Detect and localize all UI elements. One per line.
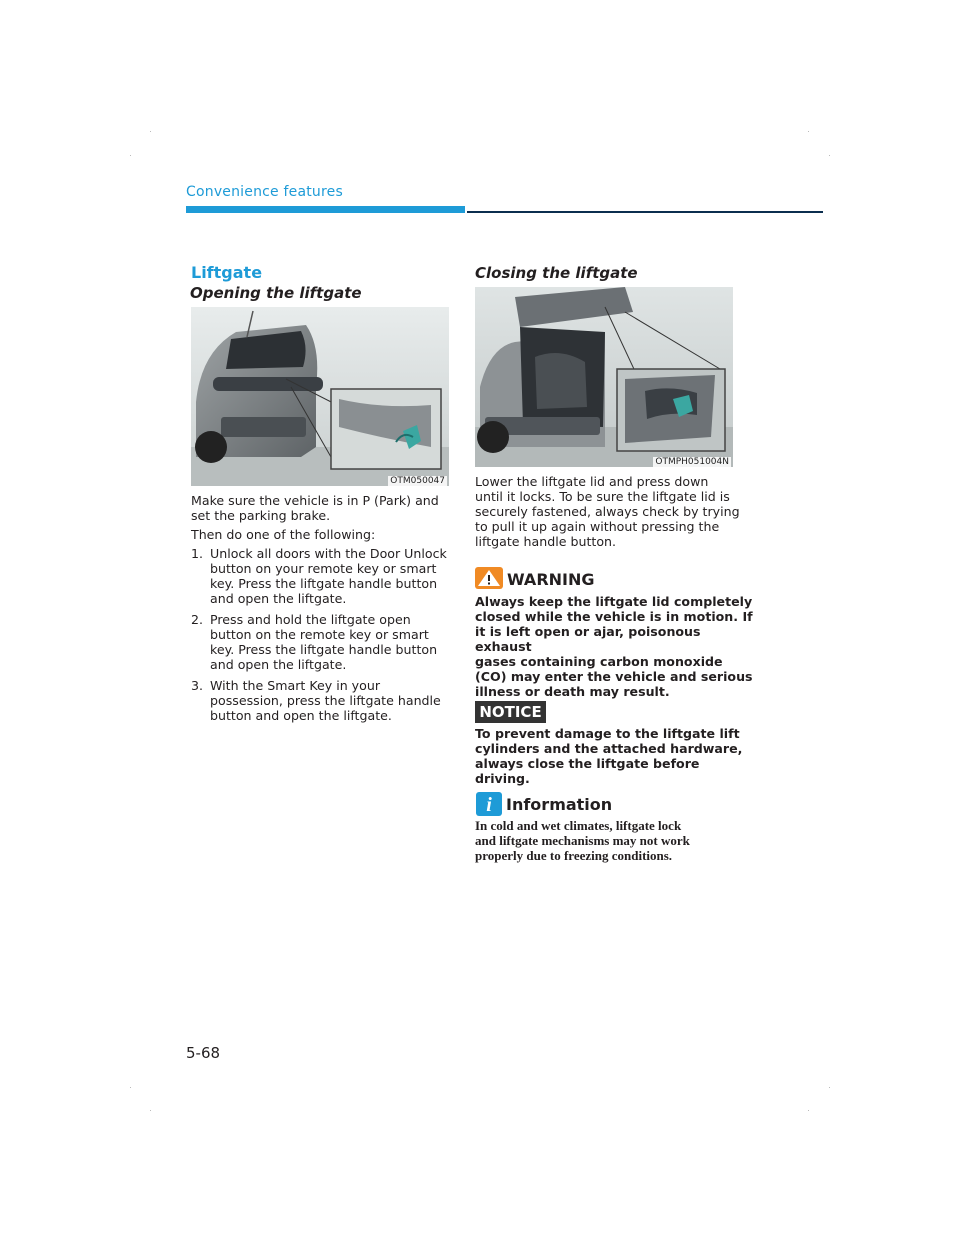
car-rear-illustration [191, 307, 449, 486]
notice-badge: NOTICE [475, 701, 546, 723]
figure-code: OTMPH051004N [655, 457, 729, 467]
info-icon [476, 792, 502, 816]
text-line: In cold and wet climates, liftgate lock [475, 818, 682, 833]
step-line: possession, press the liftgate handle [210, 693, 441, 708]
text-line: to pull it up again without pressing the [475, 519, 720, 534]
step-line: key. Press the liftgate handle button [210, 642, 438, 657]
text-line: properly due to freezing conditions. [475, 848, 673, 863]
text-line: gases containing carbon monoxide [475, 654, 723, 669]
step-line: button on the remote key or smart [210, 627, 429, 642]
paragraph: Make sure the vehicle is in P (Park) and set the parking brake. [191, 493, 439, 523]
text-line: always close the liftgate before driving. [475, 756, 700, 786]
step-line: With the Smart Key in your [210, 678, 381, 693]
figure-code: OTM050047 [390, 476, 445, 486]
svg-text:i: i [486, 794, 492, 816]
step-line: and open the liftgate. [210, 657, 347, 672]
warning-title: WARNING [507, 570, 595, 589]
step-number: 1. [191, 546, 204, 561]
list-item [191, 678, 456, 723]
closing-paragraph [475, 474, 745, 549]
information-text [475, 818, 755, 863]
text-line: cylinders and the attached hardware, [475, 741, 743, 756]
figure-opening-liftgate [191, 307, 449, 486]
body-text [191, 493, 451, 523]
step-number: 2. [191, 612, 204, 627]
step-line: Press and hold the liftgate open [210, 612, 411, 627]
crop-mark [150, 131, 151, 132]
text-line: (CO) may enter the vehicle and serious [475, 669, 753, 684]
step-line: button and open the liftgate. [210, 708, 392, 723]
notice-text [475, 726, 755, 786]
page-number: 5-68 [186, 1044, 221, 1062]
subtitle-closing: Closing the liftgate [475, 264, 638, 282]
section-title: Liftgate [191, 263, 263, 282]
text-line: Lower the liftgate lid and press down [475, 474, 709, 489]
step-line: button on your remote key or smart [210, 561, 437, 576]
step-number: 3. [191, 678, 204, 693]
subtitle-opening: Opening the liftgate [190, 284, 362, 302]
text-line: closed while the vehicle is in motion. If [475, 609, 753, 624]
header-rule [467, 211, 823, 213]
crop-mark [808, 1110, 809, 1111]
text-line: liftgate handle button. [475, 534, 617, 549]
crop-mark [829, 155, 830, 156]
text-line: and liftgate mechanisms may not work [475, 833, 690, 848]
step-line: key. Press the liftgate handle button [210, 576, 438, 591]
text-line: To prevent damage to the liftgate lift [475, 726, 740, 741]
crop-mark [130, 1087, 131, 1088]
crop-mark [808, 131, 809, 132]
step-line: and open the liftgate. [210, 591, 347, 606]
list-item [191, 612, 456, 672]
warning-icon [475, 567, 505, 589]
figure-closing-liftgate [475, 287, 733, 467]
header-bar-accent [186, 206, 465, 213]
text-line: Always keep the liftgate lid completely [475, 594, 753, 609]
text-line: it is left open or ajar, poisonous exhaust [475, 624, 701, 654]
list-item [191, 546, 456, 606]
step-line: Unlock all doors with the Door Unlock [210, 546, 447, 561]
crop-mark [130, 155, 131, 156]
steps-list [191, 546, 456, 729]
text-line: securely fastened, always check by trying [475, 504, 740, 519]
text-line: until it locks. To be sure the liftgate lid is [475, 489, 730, 504]
crop-mark [829, 1087, 830, 1088]
paragraph: Then do one of the following: [191, 527, 376, 542]
text-line: illness or death may result. [475, 684, 670, 699]
information-title: Information [506, 795, 613, 814]
warning-text [475, 594, 755, 699]
chapter-title: Convenience features [186, 184, 343, 200]
crop-mark [150, 1110, 151, 1111]
open-liftgate-illustration [475, 287, 733, 467]
